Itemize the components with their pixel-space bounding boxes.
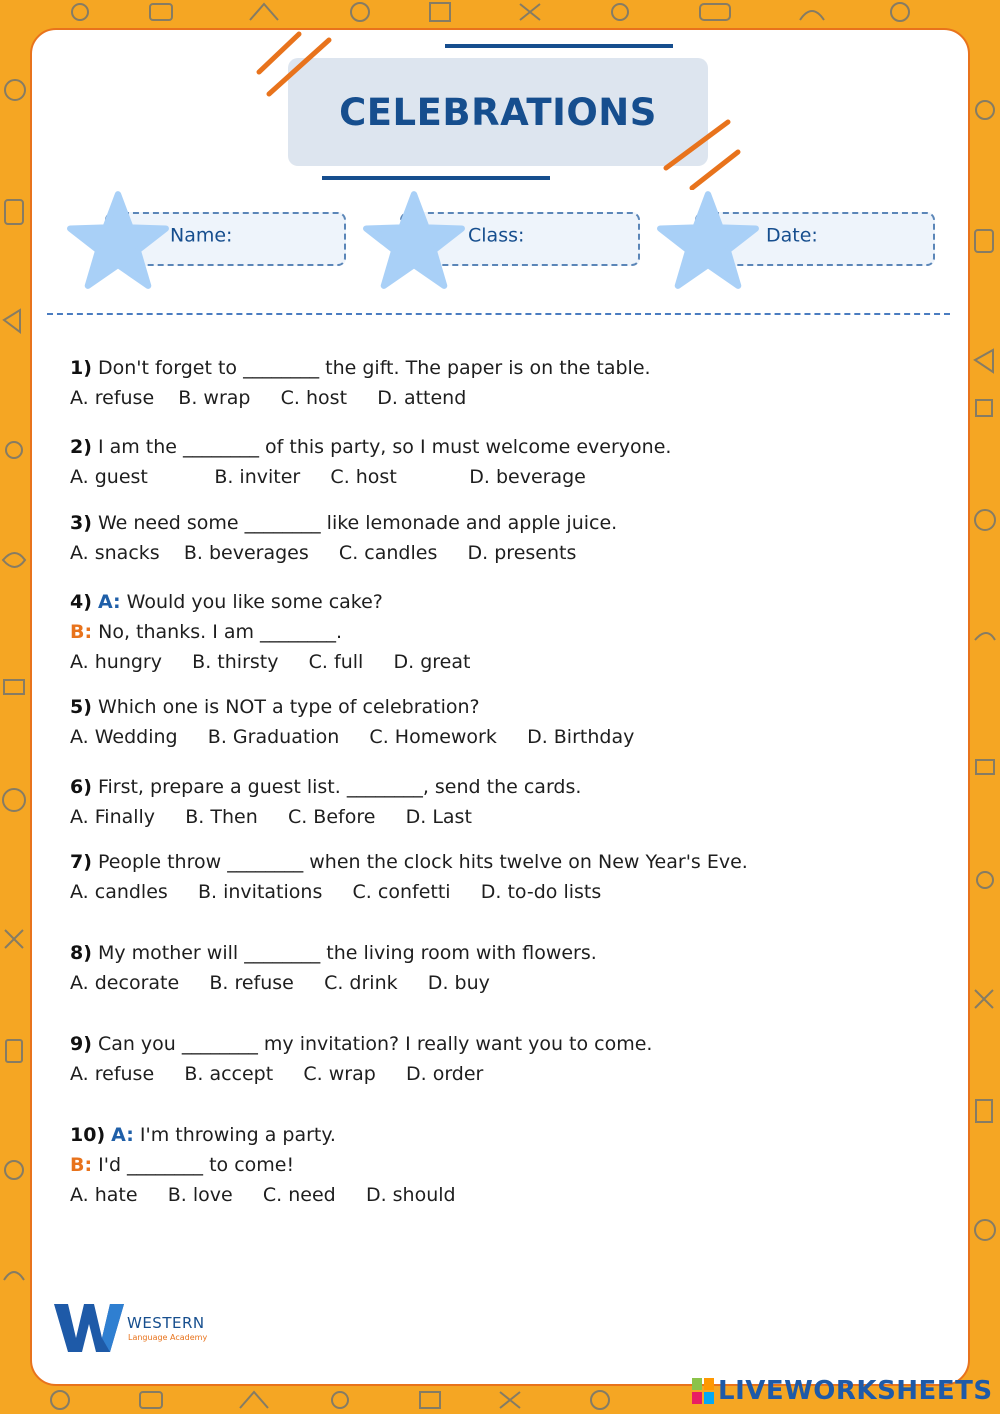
question-text: Don't forget to ________ the gift. The paper is on the table. <box>91 357 651 379</box>
date-label: Date: <box>766 224 818 247</box>
question-number: 6) <box>70 776 92 798</box>
star-icon <box>66 190 170 290</box>
question-text: Would you like some cake? <box>120 591 383 613</box>
logo-name: WESTERN <box>127 1314 205 1332</box>
question-9 <box>70 1035 652 1054</box>
name-label: Name: <box>170 224 233 247</box>
question-4 <box>70 593 383 612</box>
question-7-options[interactable]: A. candles B. invitations C. confetti D. to-do lists <box>70 881 602 903</box>
question-9-options[interactable]: A. refuse B. accept C. wrap D. order <box>70 1063 484 1085</box>
question-number: 1) <box>70 357 92 379</box>
question-number: 9) <box>70 1033 92 1055</box>
question-2-options[interactable]: A. guest B. inviter C. host D. beverage <box>70 466 586 488</box>
question-1-options[interactable]: A. refuse B. wrap C. host D. attend <box>70 387 467 409</box>
page-title: CELEBRATIONS <box>339 90 657 134</box>
question-6-options[interactable]: A. Finally B. Then C. Before D. Last <box>70 806 472 828</box>
question-1 <box>70 359 651 378</box>
star-icon <box>656 190 760 290</box>
question-text-b: I'd ________ to come! <box>92 1154 295 1176</box>
question-10-options[interactable]: A. hate B. love C. need D. should <box>70 1184 456 1206</box>
question-text: People throw ________ when the clock hits twelve on New Year's Eve. <box>91 851 748 873</box>
question-10-line-b <box>70 1156 294 1175</box>
question-text: I am the ________ of this party, so I must welcome everyone. <box>91 436 672 458</box>
question-7 <box>70 853 748 872</box>
speaker-a: A: <box>97 591 121 613</box>
logo-subtitle: Language Academy <box>128 1333 208 1342</box>
question-10 <box>70 1126 336 1145</box>
question-text: Which one is NOT a type of celebration? <box>91 696 480 718</box>
question-5-options[interactable]: A. Wedding B. Graduation C. Homework D. Birthday <box>70 726 635 748</box>
question-text: My mother will ________ the living room with flowers. <box>91 942 597 964</box>
speaker-b: B: <box>70 621 93 643</box>
section-divider <box>47 313 950 315</box>
question-2 <box>70 438 671 457</box>
orange-stripes-icon <box>255 30 335 102</box>
question-text: We need some ________ like lemonade and apple juice. <box>91 512 618 534</box>
question-number: 4) <box>70 591 92 613</box>
question-number: 7) <box>70 851 92 873</box>
question-text: Can you ________ my invitation? I really want you to come. <box>91 1033 653 1055</box>
question-5 <box>70 698 480 717</box>
watermark-text[interactable]: LIVEWORKSHEETS <box>718 1376 993 1406</box>
liveworksheets-icon <box>692 1376 716 1406</box>
star-icon <box>362 190 466 290</box>
question-number: 3) <box>70 512 92 534</box>
question-6 <box>70 778 581 797</box>
speaker-a: A: <box>111 1124 134 1146</box>
question-text: I'm throwing a party. <box>133 1124 336 1146</box>
western-logo-icon <box>54 1302 126 1354</box>
question-number: 10) <box>70 1124 106 1146</box>
question-8-options[interactable]: A. decorate B. refuse C. drink D. buy <box>70 972 490 994</box>
question-3-options[interactable]: A. snacks B. beverages C. candles D. presents <box>70 542 577 564</box>
orange-stripes-icon <box>662 118 742 190</box>
question-4-line-b <box>70 623 342 642</box>
question-text: First, prepare a guest list. ________, send the cards. <box>91 776 582 798</box>
header-line-top <box>445 44 673 48</box>
header-line-bottom <box>322 176 550 180</box>
question-4-options[interactable]: A. hungry B. thirsty C. full D. great <box>70 651 471 673</box>
question-number: 2) <box>70 436 92 458</box>
question-number: 8) <box>70 942 92 964</box>
question-number: 5) <box>70 696 92 718</box>
speaker-b: B: <box>70 1154 93 1176</box>
question-text-b: No, thanks. I am ________. <box>92 621 343 643</box>
title-box <box>288 58 708 166</box>
question-3 <box>70 514 617 533</box>
question-8 <box>70 944 597 963</box>
class-label: Class: <box>468 224 525 247</box>
